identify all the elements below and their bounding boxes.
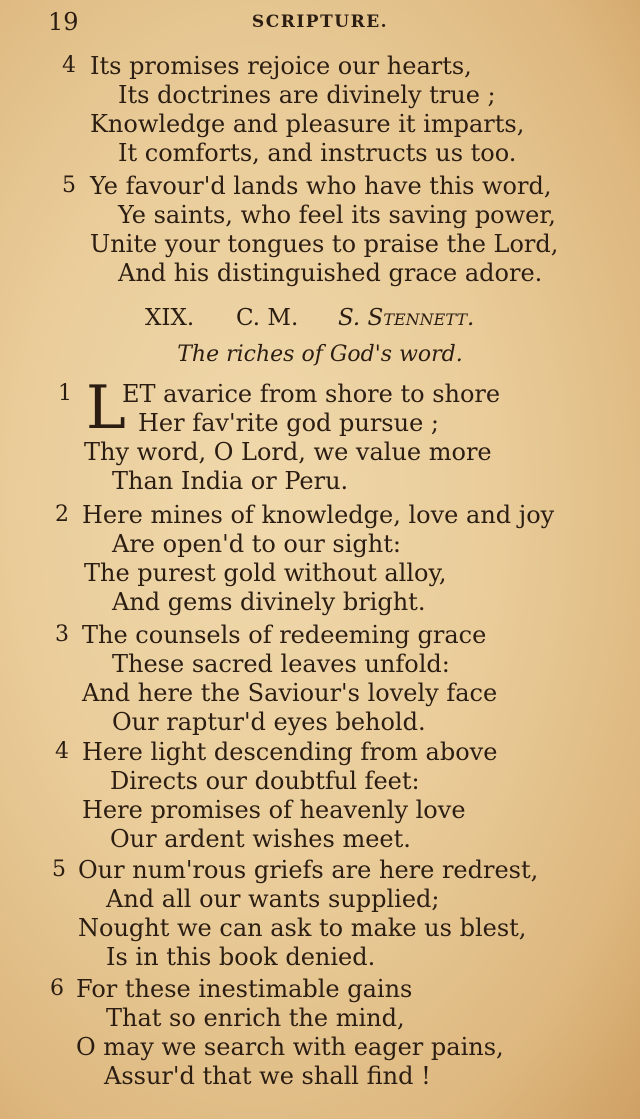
verse-number: 5 bbox=[62, 173, 76, 198]
verse-line: Unite your tongues to praise the Lord, bbox=[90, 230, 559, 258]
verse-line: The counsels of redeeming grace bbox=[82, 621, 487, 649]
verse-line: Our raptur'd eyes behold. bbox=[112, 708, 426, 736]
verse-line: And his distinguished grace adore. bbox=[118, 259, 543, 287]
running-head: SCRIPTURE. bbox=[251, 12, 389, 32]
verse-number: 4 bbox=[55, 739, 69, 764]
verse-line: Our ardent wishes meet. bbox=[110, 825, 411, 853]
verse-number: 2 bbox=[55, 502, 69, 527]
verse-line: And here the Saviour's lovely face bbox=[82, 679, 498, 707]
verse-number: 4 bbox=[62, 53, 76, 78]
verse-line: ET avarice from shore to shore bbox=[122, 380, 501, 408]
verse-line: O may we search with eager pains, bbox=[76, 1033, 504, 1061]
verse-line: Assur'd that we shall find ! bbox=[104, 1062, 431, 1090]
verse-line: Here light descending from above bbox=[82, 738, 498, 766]
verse-line: Are open'd to our sight: bbox=[112, 530, 401, 558]
verse-line: Thy word, O Lord, we value more bbox=[84, 438, 492, 466]
hymn-subtitle: The riches of God's word. bbox=[177, 342, 463, 367]
page-number: 19 bbox=[48, 8, 79, 36]
verse-line: Here mines of knowledge, love and joy bbox=[82, 501, 555, 529]
verse-line: Nought we can ask to make us blest, bbox=[78, 914, 527, 942]
verse-number: 5 bbox=[52, 857, 66, 882]
verse-line: For these inestimable gains bbox=[76, 975, 413, 1003]
verse-line: Its doctrines are divinely true ; bbox=[118, 81, 496, 109]
verse-line: Directs our doubtful feet: bbox=[110, 767, 420, 795]
hymn-author: S. Stennett. bbox=[338, 305, 475, 331]
verse-line: Than India or Peru. bbox=[112, 467, 349, 495]
verse-line: Our num'rous griefs are here redrest, bbox=[78, 856, 539, 884]
verse-line: And all our wants supplied; bbox=[106, 885, 440, 913]
verse-line: Ye favour'd lands who have this word, bbox=[90, 172, 552, 200]
verse-number: 1 bbox=[58, 381, 72, 406]
hymn-meter: C. M. bbox=[236, 305, 299, 331]
verse-line: Her fav'rite god pursue ; bbox=[138, 409, 439, 437]
verse-line: Is in this book denied. bbox=[106, 943, 376, 971]
drop-cap: L bbox=[86, 373, 126, 443]
verse-line: Knowledge and pleasure it imparts, bbox=[90, 110, 525, 138]
verse-line: These sacred leaves unfold: bbox=[112, 650, 450, 678]
verse-line: Ye saints, who feel its saving power, bbox=[118, 201, 556, 229]
verse-line: The purest gold without alloy, bbox=[84, 559, 447, 587]
verse-number: 3 bbox=[55, 622, 69, 647]
verse-line: And gems divinely bright. bbox=[112, 588, 426, 616]
verse-line: That so enrich the mind, bbox=[106, 1004, 405, 1032]
hymn-numeral: XIX. bbox=[145, 305, 195, 331]
verse-line: It comforts, and instructs us too. bbox=[118, 139, 517, 167]
verse-number: 6 bbox=[50, 976, 64, 1001]
page-header bbox=[0, 8, 640, 38]
verse-line: Its promises rejoice our hearts, bbox=[90, 52, 472, 80]
verse-line: Here promises of heavenly love bbox=[82, 796, 466, 824]
